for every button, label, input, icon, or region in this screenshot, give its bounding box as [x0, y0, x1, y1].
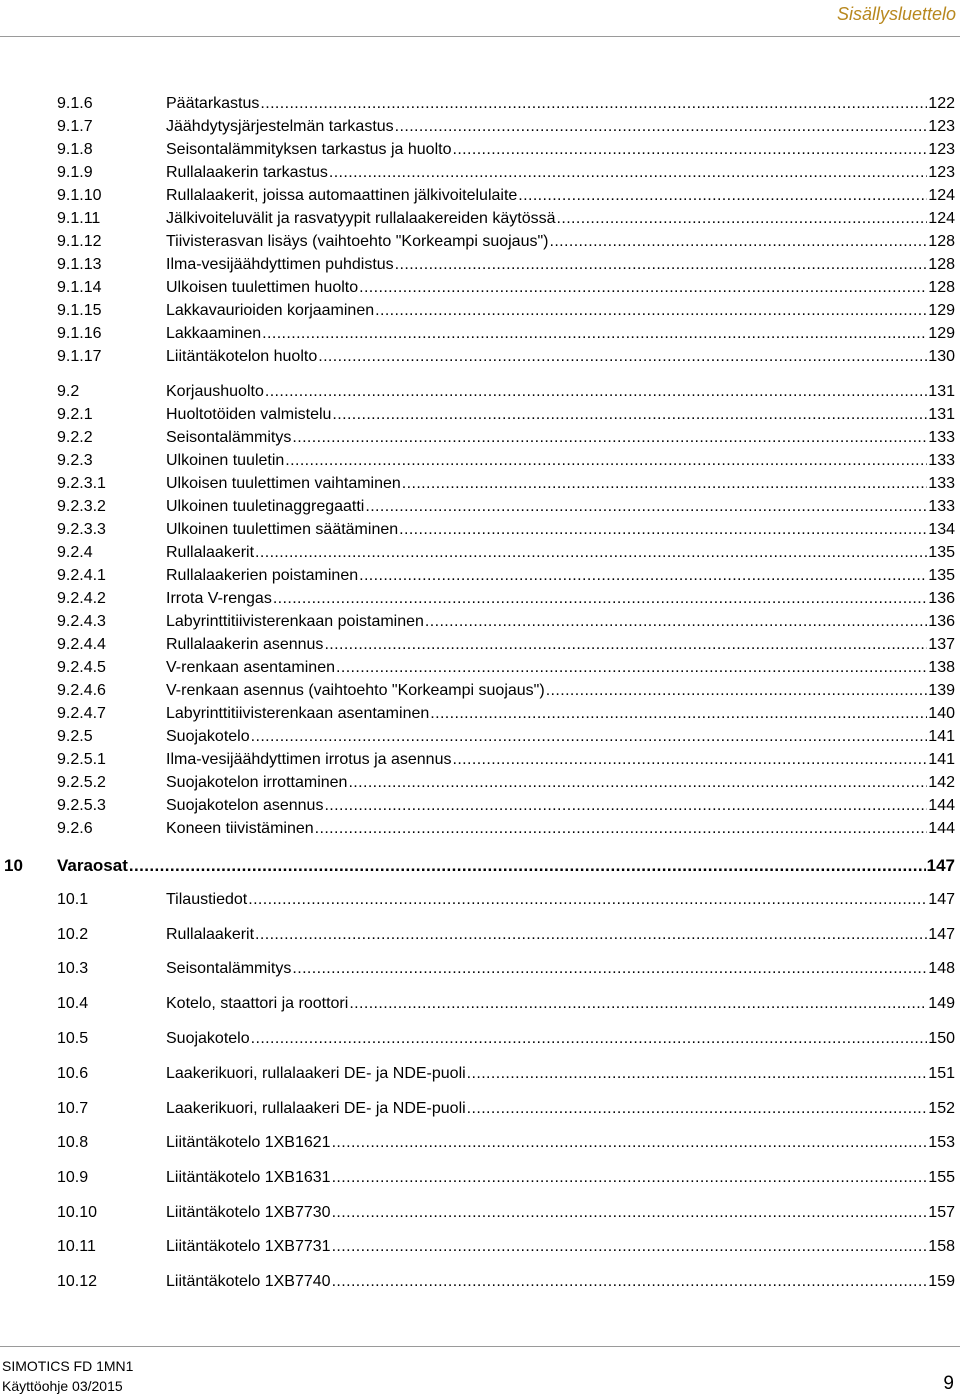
- toc-entry-line: [166, 588, 955, 610]
- toc-entry-line: [166, 657, 955, 679]
- toc-dot-leader: [251, 726, 928, 748]
- toc-entry[interactable]: [0, 749, 960, 771]
- toc-entry-number: 9.2.4.1: [57, 567, 106, 584]
- toc-entry-title: Seisontalämmitys: [166, 960, 292, 977]
- toc-dot-leader: [365, 496, 927, 518]
- toc-entry-line: [166, 795, 955, 817]
- toc-entry-line: [166, 680, 955, 702]
- toc-entry[interactable]: [0, 277, 960, 299]
- toc-entry-page: 135: [928, 567, 955, 584]
- toc-entry-line: [166, 1271, 955, 1293]
- toc-entry-number: 10.8: [57, 1134, 89, 1151]
- toc-entry-number: 9.2.4.4: [57, 636, 106, 653]
- toc-entry[interactable]: [0, 1271, 960, 1293]
- toc-dot-leader: [265, 381, 927, 403]
- toc-entry-title: Liitäntäkotelo 1XB7730: [166, 1204, 331, 1221]
- toc-entry-title: Ulkoisen tuulettimen huolto: [166, 279, 359, 296]
- toc-entry-title: Rullalaakerit, joissa automaattinen jälkivoitelulaite: [166, 187, 518, 204]
- toc-entry-title: Lakkavaurioiden korjaaminen: [166, 302, 375, 319]
- toc-entry[interactable]: [0, 139, 960, 161]
- toc-entry-title: Liitäntäkotelo 1XB7740: [166, 1273, 331, 1290]
- toc-dot-leader: [467, 1098, 928, 1120]
- toc-entry-page: 155: [928, 1169, 955, 1186]
- toc-entry-number: 9.2.6: [57, 820, 93, 837]
- toc-entry[interactable]: [0, 427, 960, 449]
- toc-entry-page: 131: [928, 383, 955, 400]
- toc-entry-number: 9.2.2: [57, 429, 93, 446]
- toc-entry-title: Laakerikuori, rullalaakeri DE- ja NDE-puoli: [166, 1100, 466, 1117]
- toc-entry-line: [166, 1132, 955, 1154]
- toc-entry-title: Ulkoinen tuulettimen säätäminen: [166, 521, 399, 538]
- toc-dot-leader: [324, 795, 927, 817]
- toc-dot-leader: [273, 588, 927, 610]
- toc-entry-page: 138: [928, 659, 955, 676]
- toc-entry-title: Varaosat: [57, 856, 128, 875]
- toc-entry-line: [166, 346, 955, 368]
- toc-entry-number: 9.2.3.1: [57, 475, 106, 492]
- toc-entry-title: Ulkoinen tuuletin: [166, 452, 285, 469]
- toc-entry[interactable]: [0, 565, 960, 587]
- toc-entry-line: [57, 855, 955, 877]
- toc-entry-page: 124: [928, 210, 955, 227]
- toc-entry-page: 142: [928, 774, 955, 791]
- toc-entry-title: Labyrinttitiivisterenkaan poistaminen: [166, 613, 424, 630]
- toc-entry-number: 9.2.4.2: [57, 590, 106, 607]
- toc-entry-line: [166, 93, 955, 115]
- toc-entry-number: 9.2.3.2: [57, 498, 106, 515]
- toc-entry[interactable]: [0, 116, 960, 138]
- toc-entry-line: [166, 231, 955, 253]
- toc-entry[interactable]: [0, 855, 960, 877]
- toc-entry-number: 9.1.17: [57, 348, 102, 365]
- toc-entry-page: 133: [928, 452, 955, 469]
- toc-entry-title: Suojakotelo: [166, 1030, 250, 1047]
- toc-entry-line: [166, 162, 955, 184]
- toc-entry-number: 9.2.1: [57, 406, 93, 423]
- toc-entry-number: 10: [4, 856, 23, 875]
- toc-entry-line: [166, 1202, 955, 1224]
- toc-entry-title: Labyrinttitiivisterenkaan asentaminen: [166, 705, 430, 722]
- toc-entry-number: 10.12: [57, 1273, 98, 1290]
- toc-entry-title: V-renkaan asennus (vaihtoehto "Korkeampi suojaus"): [166, 682, 545, 699]
- toc-entry-number: 9.1.14: [57, 279, 102, 296]
- toc-entry-page: 151: [928, 1065, 955, 1082]
- toc-entry-number: 9.2.4.7: [57, 705, 106, 722]
- toc-dot-leader: [467, 1063, 928, 1085]
- toc-dot-leader: [332, 1271, 928, 1293]
- toc-entry-number: 9.1.8: [57, 141, 93, 158]
- toc-entry-title: Liitäntäkotelo 1XB1631: [166, 1169, 331, 1186]
- toc-dot-leader: [255, 542, 927, 564]
- toc-entry[interactable]: [0, 300, 960, 322]
- toc-entry-title: V-renkaan asentaminen: [166, 659, 335, 676]
- toc-entry[interactable]: [0, 1028, 960, 1050]
- toc-entry-title: Kotelo, staattori ja roottori: [166, 995, 349, 1012]
- toc-entry-title: Rullalaakerit: [166, 544, 255, 561]
- toc-entry-title: Jälkivoiteluvälit ja rasvatyypit rullalaakereiden käytössä: [166, 210, 556, 227]
- toc-entry-page: 153: [928, 1134, 955, 1151]
- toc-entry[interactable]: [0, 588, 960, 610]
- toc-dot-leader: [262, 323, 927, 345]
- toc-entry-line: [166, 611, 955, 633]
- toc-entry-line: [166, 519, 955, 541]
- toc-entry-number: 9.2: [57, 383, 80, 400]
- toc-entry-number: 9.1.9: [57, 164, 93, 181]
- toc-entry-page: 148: [928, 960, 955, 977]
- toc-entry-page: 139: [928, 682, 955, 699]
- toc-entry-title: Koneen tiivistäminen: [166, 820, 314, 837]
- toc-entry-line: [166, 300, 955, 322]
- toc-dot-leader: [349, 993, 927, 1015]
- toc-entry-page: 147: [926, 856, 955, 875]
- toc-entry-page: 133: [928, 475, 955, 492]
- toc-entry-page: 150: [928, 1030, 955, 1047]
- toc-entry-title: Korjaushuolto: [166, 383, 264, 400]
- toc-entry-line: [166, 565, 955, 587]
- toc-entry-line: [166, 993, 955, 1015]
- toc-dot-leader: [557, 208, 928, 230]
- toc-entry-number: 10.11: [57, 1238, 96, 1255]
- toc-entry-number: 9.1.10: [57, 187, 102, 204]
- toc-entry[interactable]: [0, 231, 960, 253]
- toc-entry[interactable]: [0, 1098, 960, 1120]
- toc-entry-page: 141: [928, 728, 955, 745]
- toc-dot-leader: [332, 1202, 928, 1224]
- toc-dot-leader: [332, 404, 927, 426]
- toc-entry-page: 123: [928, 118, 955, 135]
- page-number: 9: [943, 1373, 954, 1394]
- toc-entry[interactable]: [0, 924, 960, 946]
- toc-dot-leader: [375, 300, 927, 322]
- toc-entry-page: 147: [928, 891, 955, 908]
- toc-entry-number: 9.2.5.2: [57, 774, 106, 791]
- toc-entry-title: Tilaustiedot: [166, 891, 248, 908]
- toc-entry-line: [166, 542, 955, 564]
- toc-entry-number: 9.2.5: [57, 728, 93, 745]
- toc-entry-number: 9.2.4: [57, 544, 93, 561]
- toc-entry-line: [166, 749, 955, 771]
- toc-entry-number: 10.7: [57, 1100, 89, 1117]
- toc-entry-title: Liitäntäkotelo 1XB1621: [166, 1134, 331, 1151]
- toc-entry-number: 9.1.16: [57, 325, 102, 342]
- toc-entry-number: 9.1.15: [57, 302, 102, 319]
- toc-entry-number: 9.2.5.1: [57, 751, 106, 768]
- toc-dot-leader: [399, 519, 927, 541]
- toc-entry[interactable]: [0, 889, 960, 911]
- header-title: Sisällysluettelo: [836, 4, 956, 24]
- toc-entry-page: 123: [928, 141, 955, 158]
- toc-entry-number: 10.4: [57, 995, 89, 1012]
- toc-dot-leader: [332, 1132, 928, 1154]
- toc-entry-page: 136: [928, 590, 955, 607]
- toc-entry-page: 152: [928, 1100, 955, 1117]
- toc-entry[interactable]: [0, 473, 960, 495]
- toc-entry-line: [166, 208, 955, 230]
- toc-dot-leader: [260, 93, 927, 115]
- toc-entry[interactable]: [0, 404, 960, 426]
- toc-dot-leader: [452, 749, 927, 771]
- toc-dot-leader: [336, 657, 927, 679]
- toc-entry[interactable]: [0, 519, 960, 541]
- toc-entry-line: [166, 473, 955, 495]
- toc-entry-page: 147: [928, 926, 955, 943]
- toc-entry-title: Liitäntäkotelon huolto: [166, 348, 318, 365]
- toc-entry-number: 10.3: [57, 960, 89, 977]
- toc-entry-number: 9.1.6: [57, 95, 93, 112]
- toc-dot-leader: [329, 162, 927, 184]
- toc-entry-line: [166, 381, 955, 403]
- toc-entry-title: Ilma-vesijäähdyttimen irrotus ja asennus: [166, 751, 452, 768]
- toc-entry[interactable]: [0, 208, 960, 230]
- toc-entry-number: 9.1.11: [57, 210, 101, 227]
- toc-entry-title: Tiivisterasvan lisäys (vaihtoehto "Korkeampi suojaus"): [166, 233, 549, 250]
- toc-dot-leader: [518, 185, 927, 207]
- toc-entry-line: [166, 139, 955, 161]
- toc-entry[interactable]: [0, 772, 960, 794]
- toc-entry-title: Rullalaakerin tarkastus: [166, 164, 328, 181]
- toc-entry[interactable]: [0, 634, 960, 656]
- toc-entry[interactable]: [0, 993, 960, 1015]
- toc-entry-number: 9.1.7: [57, 118, 93, 135]
- toc-entry-line: [166, 1167, 955, 1189]
- toc-entry-page: 124: [928, 187, 955, 204]
- toc-entry-title: Seisontalämmityksen tarkastus ja huolto: [166, 141, 452, 158]
- toc-entry-page: 134: [928, 521, 955, 538]
- toc-entry[interactable]: [0, 726, 960, 748]
- toc-entry-line: [166, 116, 955, 138]
- footer-divider: [0, 1346, 960, 1347]
- toc-entry-line: [166, 1028, 955, 1050]
- toc-entry-number: 9.1.12: [57, 233, 102, 250]
- toc-entry-line: [166, 634, 955, 656]
- toc-entry[interactable]: [0, 162, 960, 184]
- toc-entry-number: 10.2: [57, 926, 89, 943]
- toc-dot-leader: [430, 703, 927, 725]
- toc-entry-number: 9.2.5.3: [57, 797, 106, 814]
- toc-entry[interactable]: [0, 93, 960, 115]
- toc-entry[interactable]: [0, 657, 960, 679]
- toc-entry-title: Päätarkastus: [166, 95, 260, 112]
- footer-document-info: Käyttöohje 03/2015: [2, 1378, 123, 1394]
- toc-entry-number: 9.2.3.3: [57, 521, 106, 538]
- toc-dot-leader: [292, 427, 927, 449]
- toc-entry-number: 10.9: [57, 1169, 89, 1186]
- toc-entry-page: 137: [928, 636, 955, 653]
- toc-entry[interactable]: [0, 1063, 960, 1085]
- toc-dot-leader: [315, 818, 928, 840]
- toc-entry-line: [166, 1063, 955, 1085]
- toc-entry-line: [166, 1236, 955, 1258]
- toc-entry-line: [166, 450, 955, 472]
- toc-entry-number: 10.5: [57, 1030, 89, 1047]
- toc-dot-leader: [425, 611, 927, 633]
- toc-entry-title: Lakkaaminen: [166, 325, 262, 342]
- toc-entry-number: 10.10: [57, 1204, 98, 1221]
- toc-entry-page: 128: [928, 233, 955, 250]
- toc-entry-number: 9.2.4.5: [57, 659, 106, 676]
- toc-entry[interactable]: [0, 1167, 960, 1189]
- toc-entry-line: [166, 772, 955, 794]
- toc-entry-page: 129: [928, 302, 955, 319]
- toc-entry-page: 128: [928, 256, 955, 273]
- toc-entry-line: [166, 404, 955, 426]
- toc-entry[interactable]: [0, 795, 960, 817]
- toc-entry-page: 144: [928, 797, 955, 814]
- toc-dot-leader: [359, 565, 927, 587]
- toc-entry-line: [166, 1098, 955, 1120]
- toc-entry-title: Liitäntäkotelo 1XB7731: [166, 1238, 331, 1255]
- toc-dot-leader: [402, 473, 928, 495]
- toc-entry-title: Suojakotelon irrottaminen: [166, 774, 348, 791]
- toc-entry-number: 9.2.4.6: [57, 682, 106, 699]
- toc-entry-title: Ulkoisen tuulettimen vaihtaminen: [166, 475, 401, 492]
- toc-entry-page: 140: [928, 705, 955, 722]
- toc-entry-line: [166, 323, 955, 345]
- toc-dot-leader: [292, 958, 927, 980]
- toc-entry[interactable]: [0, 680, 960, 702]
- toc-entry[interactable]: [0, 1202, 960, 1224]
- toc-entry-page: 136: [928, 613, 955, 630]
- toc-entry-line: [166, 958, 955, 980]
- toc-dot-leader: [332, 1236, 928, 1258]
- toc-entry-title: Suojakotelo: [166, 728, 250, 745]
- toc-entry-line: [166, 889, 955, 911]
- toc-dot-leader: [324, 634, 927, 656]
- toc-entry-page: 128: [928, 279, 955, 296]
- toc-entry-title: Huoltotöiden valmistelu: [166, 406, 332, 423]
- toc-entry[interactable]: [0, 611, 960, 633]
- toc-entry-title: Rullalaakerit: [166, 926, 255, 943]
- toc-entry-title: Irrota V-rengas: [166, 590, 272, 607]
- toc-entry-title: Rullalaakerien poistaminen: [166, 567, 359, 584]
- toc-entry-page: 122: [928, 95, 955, 112]
- toc-entry-page: 157: [928, 1204, 955, 1221]
- toc-entry-title: Ilma-vesijäähdyttimen puhdistus: [166, 256, 394, 273]
- toc-dot-leader: [359, 277, 927, 299]
- toc-dot-leader: [332, 1167, 928, 1189]
- toc-entry-page: 133: [928, 498, 955, 515]
- toc-entry-page: 144: [928, 820, 955, 837]
- toc-dot-leader: [395, 116, 928, 138]
- toc-entry[interactable]: [0, 346, 960, 368]
- toc-entry-page: 130: [928, 348, 955, 365]
- toc-dot-leader: [248, 889, 927, 911]
- toc-entry[interactable]: [0, 1132, 960, 1154]
- toc-entry-number: 9.1.13: [57, 256, 102, 273]
- toc-entry-line: [166, 703, 955, 725]
- toc-dot-leader: [452, 139, 927, 161]
- toc-entry[interactable]: [0, 818, 960, 840]
- toc-dot-leader: [129, 855, 926, 877]
- toc-entry[interactable]: [0, 703, 960, 725]
- toc-entry[interactable]: [0, 254, 960, 276]
- toc-entry[interactable]: [0, 1236, 960, 1258]
- toc-entry-line: [166, 427, 955, 449]
- toc-dot-leader: [546, 680, 928, 702]
- toc-entry[interactable]: [0, 381, 960, 403]
- toc-dot-leader: [395, 254, 928, 276]
- toc-entry[interactable]: [0, 958, 960, 980]
- toc-entry-title: Ulkoinen tuuletinaggregaatti: [166, 498, 365, 515]
- toc-entry-number: 10.1: [57, 891, 89, 908]
- toc-entry[interactable]: [0, 542, 960, 564]
- toc-entry-line: [166, 496, 955, 518]
- toc-dot-leader: [255, 924, 927, 946]
- toc-entry-line: [166, 185, 955, 207]
- toc-entry-number: 10.6: [57, 1065, 89, 1082]
- footer-product-name: SIMOTICS FD 1MN1: [2, 1358, 134, 1374]
- toc-entry-title: Jäähdytysjärjestelmän tarkastus: [166, 118, 394, 135]
- toc-entry-page: 129: [928, 325, 955, 342]
- toc-entry[interactable]: [0, 450, 960, 472]
- toc-entry-page: 123: [928, 164, 955, 181]
- toc-entry-title: Suojakotelon asennus: [166, 797, 324, 814]
- toc-entry-page: 158: [928, 1238, 955, 1255]
- toc-entry-page: 135: [928, 544, 955, 561]
- toc-dot-leader: [251, 1028, 928, 1050]
- toc-entry-page: 149: [928, 995, 955, 1012]
- toc-entry-page: 131: [928, 406, 955, 423]
- toc-entry-line: [166, 254, 955, 276]
- toc-entry-line: [166, 924, 955, 946]
- toc-entry[interactable]: [0, 323, 960, 345]
- toc-dot-leader: [285, 450, 927, 472]
- toc-dot-leader: [318, 346, 927, 368]
- toc-entry-number: 9.2.3: [57, 452, 93, 469]
- toc-entry-title: Rullalaakerin asennus: [166, 636, 324, 653]
- header-divider: [0, 36, 960, 37]
- toc-entry-page: 133: [928, 429, 955, 446]
- toc-entry-page: 141: [928, 751, 955, 768]
- toc-entry-line: [166, 818, 955, 840]
- toc-entry-line: [166, 726, 955, 748]
- toc-entry[interactable]: [0, 496, 960, 518]
- toc-dot-leader: [348, 772, 927, 794]
- toc-entry[interactable]: [0, 185, 960, 207]
- toc-entry-title: Seisontalämmitys: [166, 429, 292, 446]
- toc-dot-leader: [549, 231, 927, 253]
- toc-entry-number: 9.2.4.3: [57, 613, 106, 630]
- toc-entry-line: [166, 277, 955, 299]
- toc-entry-page: 159: [928, 1273, 955, 1290]
- toc-entry-title: Laakerikuori, rullalaakeri DE- ja NDE-puoli: [166, 1065, 466, 1082]
